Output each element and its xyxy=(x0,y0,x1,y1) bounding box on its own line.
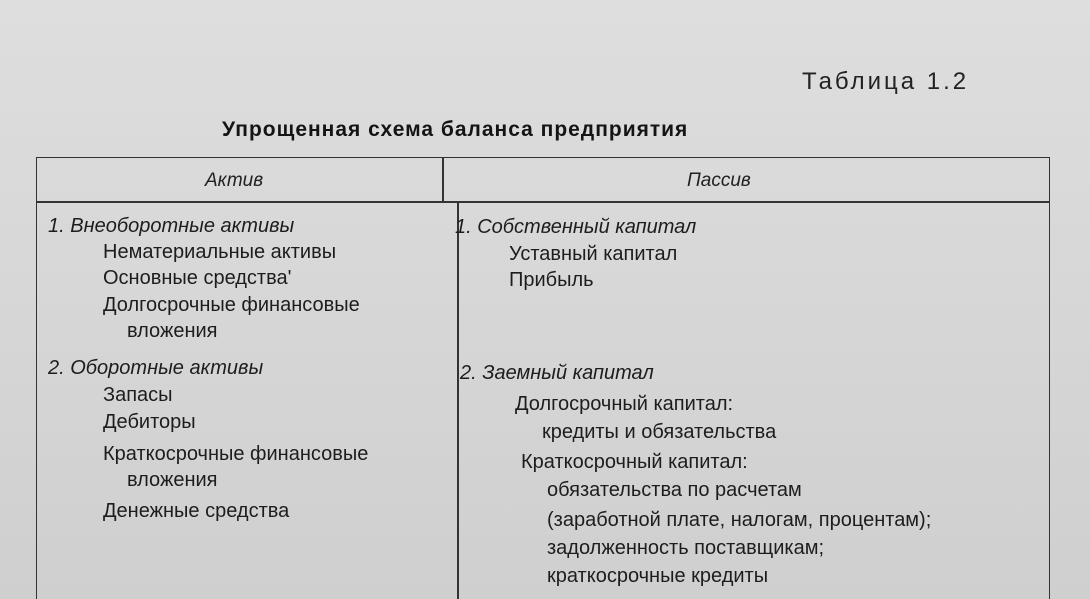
liabilities-debt-item: кредиты и обязательства xyxy=(542,421,777,443)
liabilities-debt-item: задолженность поставщикам; xyxy=(547,537,825,559)
liabilities-debt-item: краткосрочные кредиты xyxy=(547,565,769,587)
assets-current-item: Денежные средства xyxy=(103,500,290,522)
assets-noncurrent-heading: 1. Внеоборотные активы xyxy=(48,215,295,237)
table-vertical-divider-header xyxy=(442,158,444,202)
assets-current-item: Дебиторы xyxy=(103,411,196,433)
assets-noncurrent-item: вложения xyxy=(127,320,218,342)
header-liabilities: Пассив xyxy=(687,170,751,191)
liabilities-equity-item: Уставный капитал xyxy=(509,243,678,265)
assets-noncurrent-item: Основные средства' xyxy=(103,267,292,289)
assets-current-item: вложения xyxy=(127,469,218,491)
table-title: Упрощенная схема баланса предприятия xyxy=(222,118,689,141)
assets-current-item: Краткосрочные финансовые xyxy=(103,443,369,465)
assets-noncurrent-item: Долгосрочные финансовые xyxy=(103,294,360,316)
table-header-divider xyxy=(37,201,1049,203)
liabilities-debt-heading: 2. Заемный капитал xyxy=(460,362,654,384)
table-caption: Таблица 1.2 xyxy=(802,68,970,95)
header-assets: Актив xyxy=(205,170,264,191)
liabilities-debt-item: (заработной плате, налогам, процентам); xyxy=(547,509,932,531)
liabilities-equity-heading: 1. Собственный капитал xyxy=(455,216,697,238)
liabilities-debt-item: обязательства по расчетам xyxy=(547,479,802,501)
assets-current-item: Запасы xyxy=(103,384,173,406)
liabilities-equity-item: Прибыль xyxy=(509,269,594,291)
liabilities-debt-item: Долгосрочный капитал: xyxy=(515,393,734,415)
balance-table xyxy=(36,157,1050,599)
table-vertical-divider-body xyxy=(457,202,459,599)
assets-noncurrent-item: Нематериальные активы xyxy=(103,241,337,263)
liabilities-debt-item: Краткосрочный капитал: xyxy=(521,451,748,473)
assets-current-heading: 2. Оборотные активы xyxy=(48,357,264,379)
